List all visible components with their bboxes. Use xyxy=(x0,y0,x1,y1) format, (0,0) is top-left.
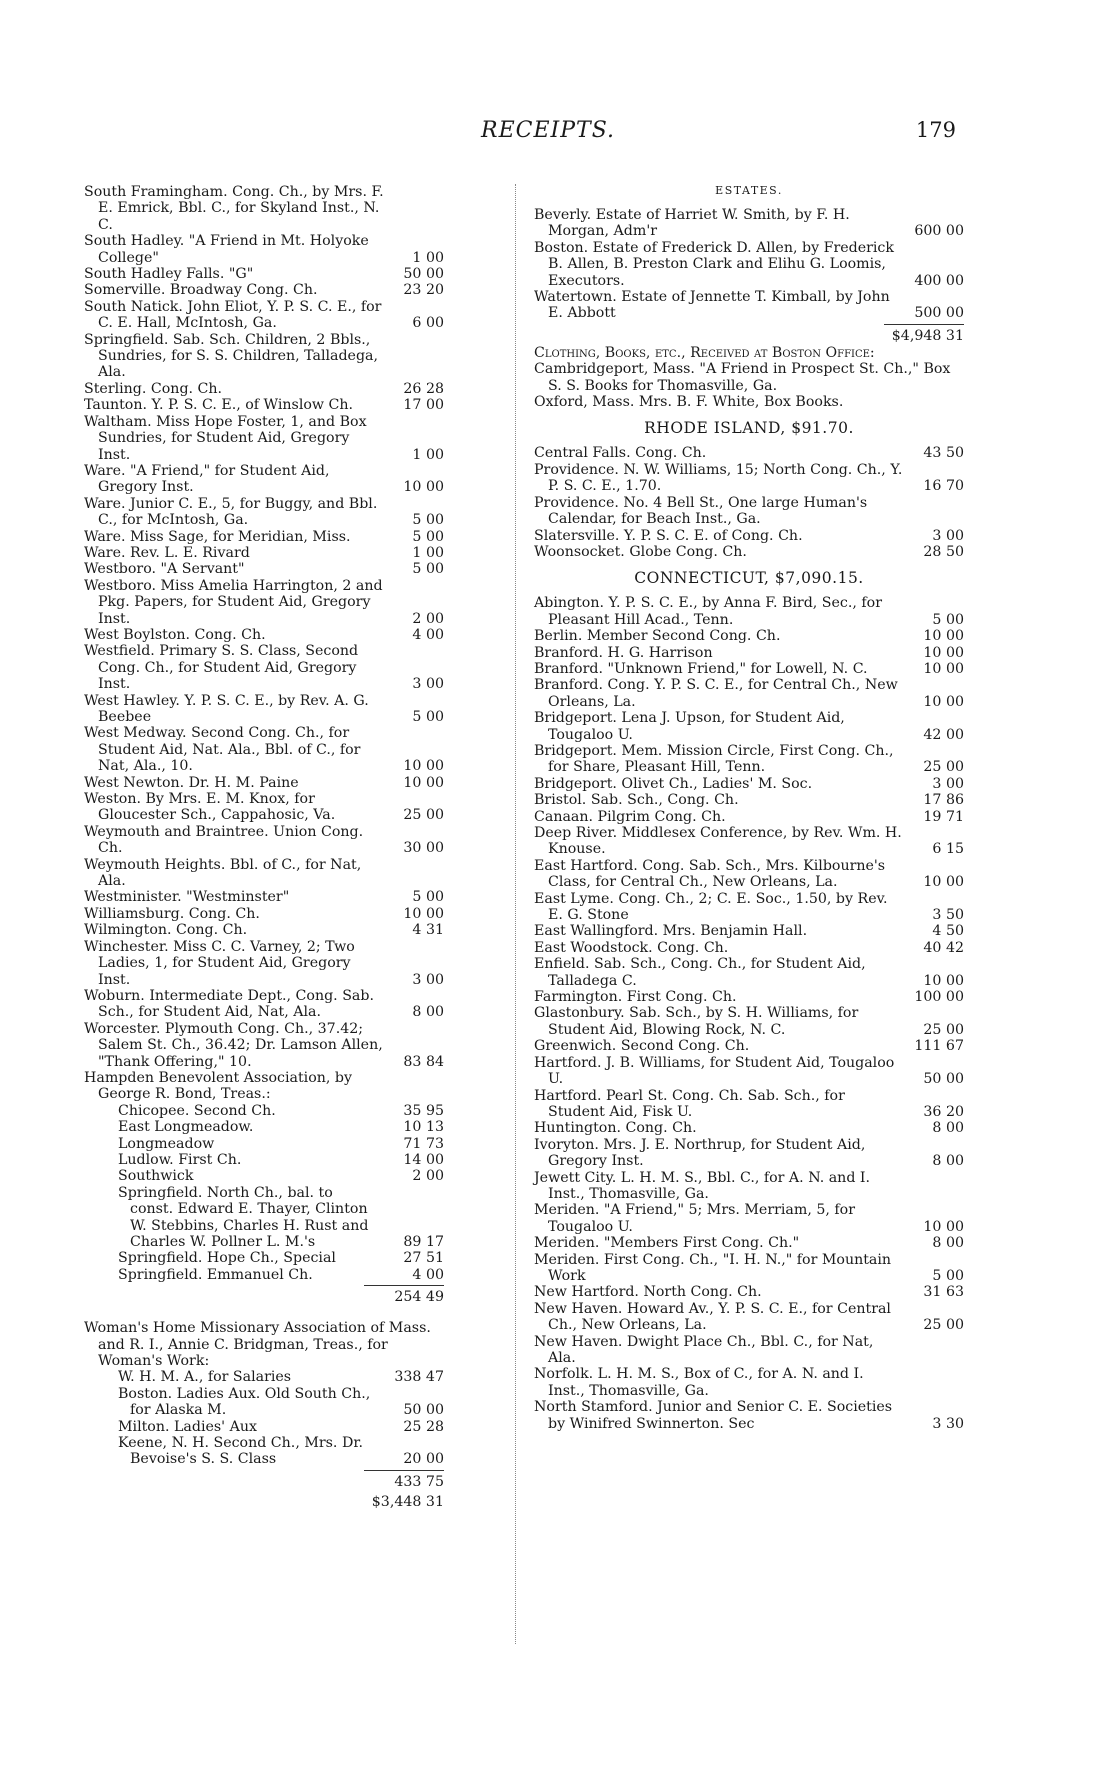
entry-amount: 10 00 xyxy=(403,905,444,922)
receipt-entry xyxy=(84,725,444,774)
entry-amount: 6 00 xyxy=(412,315,444,332)
entry-amount: 89 17 xyxy=(403,1234,444,1250)
entry-amount: 338 47 xyxy=(394,1369,444,1386)
entry-text: South Framingham. Cong. Ch., by Mrs. F. E. Emrick, Bbl. C., for Skyland Inst., N. C. xyxy=(84,184,384,233)
entry-amount: 8 00 xyxy=(932,1235,964,1252)
entry-text: New Haven. Howard Av., Y. P. S. C. E., for Central Ch., New Orleans, La. xyxy=(534,1300,891,1334)
entry-text: Weymouth and Braintree. Union Cong. Ch. xyxy=(84,823,364,857)
receipt-entry xyxy=(118,1267,444,1283)
receipt-entry xyxy=(534,989,964,1005)
entry-text: Huntington. Cong. Ch. xyxy=(534,1120,697,1137)
left-column xyxy=(84,184,444,1511)
entry-amount: 19 71 xyxy=(923,808,964,825)
entry-amount: 30 00 xyxy=(403,840,444,857)
entry-text: Boston. Ladies Aux. Old South Ch., for Alaska M. xyxy=(118,1385,371,1419)
receipt-entry xyxy=(84,889,444,905)
receipt-entry xyxy=(118,1168,444,1184)
entry-text: Abington. Y. P. S. C. E., by Anna F. Bird, Sec., for Pleasant Hill Acad., Tenn. xyxy=(534,595,882,628)
entry-amount: 1 00 xyxy=(412,544,444,561)
entry-text: Ware. Miss Sage, for Meridian, Miss. xyxy=(84,528,351,545)
column-divider xyxy=(515,184,516,1644)
receipt-entry xyxy=(84,578,444,627)
entry-amount: 3 50 xyxy=(932,907,964,924)
entry-text: Berlin. Member Second Cong. Ch. xyxy=(534,628,781,645)
estates-heading: ESTATES. xyxy=(715,184,783,197)
entry-text: New Haven. Dwight Place Ch., Bbl. C., for Nat, Ala. xyxy=(534,1333,874,1366)
entry-text: Milton. Ladies' Aux xyxy=(118,1418,257,1435)
receipt-entry xyxy=(534,1055,964,1088)
entry-text: Westboro. "A Servant" xyxy=(84,561,245,578)
entry-amount: 600 00 xyxy=(914,223,964,240)
entry-text: Norfolk. L. H. M. S., Box of C., for A. N. and I. Inst., Thomasville, Ga. xyxy=(534,1366,864,1399)
receipt-entry xyxy=(118,1250,444,1266)
receipt-entry xyxy=(534,495,964,528)
entry-text: Southwick xyxy=(118,1168,194,1185)
receipt-entry xyxy=(534,1301,964,1334)
entry-text: West Hawley. Y. P. S. C. E., by Rev. A. G. Beebee xyxy=(84,692,369,725)
entry-amount: 36 20 xyxy=(923,1103,964,1120)
estates-entries xyxy=(534,207,964,322)
entry-amount: 5 00 xyxy=(412,709,444,725)
entry-text: Providence. N. W. Williams, 15; North Cong. Ch., Y. P. S. C. E., 1.70. xyxy=(534,461,903,495)
clothing-entry: Cambridgeport, Mass. "A Friend in Prospect St. Ch.," Box S. S. Books for Thomasville, Ga. xyxy=(534,361,951,394)
receipt-entry xyxy=(118,1119,444,1135)
receipt-entry xyxy=(118,1419,444,1435)
entry-amount: 71 73 xyxy=(403,1135,444,1152)
entry-text: Meriden. "Members First Cong. Ch." xyxy=(534,1235,800,1252)
entry-amount: 8 00 xyxy=(412,1004,444,1021)
receipt-entry xyxy=(84,397,444,413)
entry-text: Deep River. Middlesex Conference, by Rev. Wm. H. Knouse. xyxy=(534,825,902,858)
receipt-entry xyxy=(84,627,444,643)
receipt-entry xyxy=(84,693,444,726)
entry-amount: 83 84 xyxy=(403,1053,444,1070)
receipt-entry xyxy=(84,233,444,266)
entry-amount: 4 00 xyxy=(412,626,444,643)
entry-text: Canaan. Pilgrim Cong. Ch. xyxy=(534,808,726,825)
receipt-entry xyxy=(534,595,964,628)
page-number: 179 xyxy=(915,118,956,142)
entry-amount: 50 00 xyxy=(403,266,444,283)
rhode-island-entries xyxy=(534,445,964,560)
receipt-entry xyxy=(84,791,444,824)
receipt-entry xyxy=(534,1366,964,1399)
receipt-entry xyxy=(534,1252,964,1285)
receipt-entry xyxy=(534,825,964,858)
entry-amount: 4 00 xyxy=(412,1266,444,1283)
spacer xyxy=(84,1306,444,1320)
receipt-entry xyxy=(118,1386,444,1419)
entry-amount: 10 00 xyxy=(923,660,964,677)
entry-amount: 25 00 xyxy=(923,759,964,776)
entry-text: Westfield. Primary S. S. Class, Second Cong. Ch., for Student Aid, Gregory Inst. xyxy=(84,643,359,693)
entry-amount: 5 00 xyxy=(932,1267,964,1284)
receipt-entry xyxy=(534,661,964,677)
receipt-entry xyxy=(534,1284,964,1300)
receipt-entry xyxy=(534,628,964,644)
entry-amount: 28 50 xyxy=(923,543,964,560)
entry-text: Woburn. Intermediate Dept., Cong. Sab. Sch., for Student Aid, Nat, Ala. xyxy=(84,987,374,1021)
entry-text: Ludlow. First Ch. xyxy=(118,1151,242,1168)
receipt-entry xyxy=(534,1399,964,1432)
entry-amount: 5 00 xyxy=(412,889,444,906)
entry-amount: 500 00 xyxy=(914,305,964,322)
receipt-entry xyxy=(84,824,444,857)
entry-text: Longmeadow xyxy=(118,1135,215,1152)
entry-text: Waltham. Miss Hope Foster, 1, and Box Sundries, for Student Aid, Gregory Inst. xyxy=(84,413,367,463)
entry-amount: 8 00 xyxy=(932,1153,964,1170)
entry-amount: 50 00 xyxy=(923,1071,964,1088)
entry-amount: 100 00 xyxy=(914,989,964,1006)
womans-sub-entries xyxy=(84,1369,444,1467)
entry-amount: 2 00 xyxy=(412,1168,444,1185)
entry-text: Jewett City. L. H. M. S., Bbl. C., for A. N. and I. Inst., Thomasville, Ga. xyxy=(534,1169,871,1202)
entry-text: Sterling. Cong. Ch. xyxy=(84,380,223,397)
receipt-entry xyxy=(534,240,964,289)
entry-text: Hartford. Pearl St. Cong. Ch. Sab. Sch., for Student Aid, Fisk U. xyxy=(534,1087,845,1120)
womans-association-heading: Woman's Home Missionary Association of Mass. and R. I., Annie C. Bridgman, Treas., for Woman's Work: xyxy=(84,1320,431,1370)
receipt-entry xyxy=(534,809,964,825)
receipt-entry xyxy=(118,1435,444,1468)
entry-text: East Hartford. Cong. Sab. Sch., Mrs. Kilbourne's Class, for Central Ch., New Orleans, La. xyxy=(534,857,886,891)
clothing-entries xyxy=(534,361,964,410)
receipt-entry xyxy=(534,792,964,808)
entry-amount: 10 00 xyxy=(923,644,964,661)
entry-text: West Boylston. Cong. Ch. xyxy=(84,626,266,643)
entry-text: Winchester. Miss C. C. Varney, 2; Two Ladies, 1, for Student Aid, Gregory Inst. xyxy=(84,938,355,988)
receipt-entry xyxy=(534,891,964,924)
entry-text: South Natick. John Eliot, Y. P. S. C. E., for C. E. Hall, McIntosh, Ga. xyxy=(84,298,382,332)
receipt-entry xyxy=(84,266,444,282)
entry-text: Meriden. "A Friend," 5; Mrs. Merriam, 5, for Tougaloo U. xyxy=(534,1202,855,1235)
entry-text: Springfield. Sab. Sch. Children, 2 Bbls., Sundries, for S. S. Children, Talladega, Ala. xyxy=(84,331,379,381)
entry-amount: 17 86 xyxy=(923,792,964,809)
receipt-entry xyxy=(84,775,444,791)
entry-amount: 5 00 xyxy=(412,512,444,529)
receipt-entry xyxy=(84,414,444,463)
entry-text: Westminister. "Westminster" xyxy=(84,889,290,906)
entry-text: Springfield. Hope Ch., Special xyxy=(118,1250,336,1267)
entry-amount: 3 00 xyxy=(412,971,444,988)
entry-amount: 1 00 xyxy=(412,446,444,463)
entry-text: Williamsburg. Cong. Ch. xyxy=(84,905,260,922)
entry-amount: 40 42 xyxy=(923,939,964,956)
receipt-entry xyxy=(534,207,964,240)
entry-text: East Lyme. Cong. Ch., 2; C. E. Soc., 1.50, by Rev. E. G. Stone xyxy=(534,890,888,924)
entry-amount: 4 31 xyxy=(412,922,444,939)
receipt-entry xyxy=(534,1005,964,1038)
entry-amount: 3 30 xyxy=(932,1415,964,1432)
receipt-entry xyxy=(534,445,964,461)
entry-text: Farmington. First Cong. Ch. xyxy=(534,989,737,1006)
entry-text: Hartford. J. B. Williams, for Student Aid, Tougaloo U. xyxy=(534,1054,895,1088)
clothing-entry: Oxford, Mass. Mrs. B. F. White, Box Books. xyxy=(534,394,844,411)
receipt-entry xyxy=(118,1103,444,1119)
entry-amount: 5 00 xyxy=(412,561,444,578)
receipt-entry xyxy=(84,561,444,577)
receipt-entry xyxy=(534,528,964,544)
entry-amount: 16 70 xyxy=(923,478,964,495)
receipt-entry xyxy=(534,776,964,792)
hampden-sub-entries xyxy=(84,1103,444,1283)
entry-amount: 25 00 xyxy=(923,1021,964,1038)
entry-amount: 3 00 xyxy=(412,676,444,693)
receipt-entry xyxy=(534,677,964,710)
entry-text: North Stamford. Junior and Senior C. E. Societies by Winifred Swinnerton. Sec xyxy=(534,1399,893,1432)
rhode-island-heading: RHODE ISLAND, $91.70. xyxy=(644,419,854,438)
receipt-entry xyxy=(84,906,444,922)
receipt-entry xyxy=(534,858,964,891)
entry-amount: 10 00 xyxy=(923,693,964,710)
entry-text: Beverly. Estate of Harriet W. Smith, by F. H. Morgan, Adm'r xyxy=(534,207,850,240)
entry-amount: 8 00 xyxy=(932,1120,964,1137)
receipt-entry xyxy=(534,289,964,322)
entry-amount: 10 13 xyxy=(403,1119,444,1136)
connecticut-entries xyxy=(534,595,964,1432)
subtotal-rule xyxy=(364,1285,444,1286)
entry-text: Hampden Benevolent Association, by George R. Bond, Treas.: xyxy=(84,1069,353,1103)
receipt-entry xyxy=(84,1070,444,1103)
receipt-entry xyxy=(84,939,444,988)
entry-text: Woonsocket. Globe Cong. Ch. xyxy=(534,543,747,560)
entry-amount: 50 00 xyxy=(403,1402,444,1419)
entry-text: South Hadley. "A Friend in Mt. Holyoke College" xyxy=(84,233,369,266)
entry-text: Springfield. North Ch., bal. to const. Edward E. Thayer, Clinton W. Stebbins, Charles H. Rust and Charles W. Pollner L. M.'s xyxy=(118,1184,369,1250)
entry-text: New Hartford. North Cong. Ch. xyxy=(534,1284,762,1301)
receipt-entry xyxy=(534,743,964,776)
entry-text: W. H. M. A., for Salaries xyxy=(118,1369,292,1386)
receipt-entry xyxy=(534,1120,964,1136)
entry-amount: 25 00 xyxy=(923,1317,964,1334)
entry-amount: 42 00 xyxy=(923,726,964,743)
receipt-entry xyxy=(534,1038,964,1054)
entry-text: Branford. H. G. Harrison xyxy=(534,644,713,661)
receipt-entry xyxy=(118,1136,444,1152)
entry-text: Branford. Cong. Y. P. S. C. E., for Central Ch., New Orleans, La. xyxy=(534,677,898,710)
entry-text: Branford. "Unknown Friend," for Lowell, N. C. xyxy=(534,660,868,677)
entry-amount: 5 00 xyxy=(932,611,964,628)
entry-amount: 27 51 xyxy=(403,1250,444,1267)
receipt-entry xyxy=(118,1185,444,1251)
entry-text: Taunton. Y. P. S. C. E., of Winslow Ch. xyxy=(84,397,354,414)
entry-text: Central Falls. Cong. Ch. xyxy=(534,445,707,462)
entry-text: Worcester. Plymouth Cong. Ch., 37.42; Salem St. Ch., 36.42; Dr. Lamson Allen, "Thank Offering," 10. xyxy=(84,1020,383,1070)
page-header xyxy=(0,118,1096,152)
entry-text: Bridgeport. Olivet Ch., Ladies' M. Soc. xyxy=(534,775,813,792)
receipt-entry xyxy=(534,710,964,743)
receipt-entry xyxy=(534,1137,964,1170)
entry-amount: 35 95 xyxy=(403,1102,444,1119)
entry-text: East Woodstock. Cong. Ch. xyxy=(534,939,729,956)
receipt-entry xyxy=(534,544,964,560)
receipt-entry xyxy=(84,299,444,332)
entry-amount: 10 00 xyxy=(403,774,444,791)
entry-amount: 400 00 xyxy=(914,272,964,289)
entry-text: East Longmeadow. xyxy=(118,1119,254,1136)
entry-amount: 3 00 xyxy=(932,775,964,792)
receipt-entry xyxy=(84,529,444,545)
entry-text: Weston. By Mrs. E. M. Knox, for Gloucester Sch., Cappahosic, Va. xyxy=(84,791,336,824)
entry-amount: 5 00 xyxy=(412,528,444,545)
entry-amount: 26 28 xyxy=(403,380,444,397)
receipt-entry xyxy=(534,1235,964,1251)
entry-amount: 31 63 xyxy=(923,1284,964,1301)
running-title: RECEIPTS. xyxy=(481,118,615,143)
estates-total: $4,948 31 xyxy=(891,327,964,344)
entry-text: Wilmington. Cong. Ch. xyxy=(84,922,248,939)
receipt-entry xyxy=(534,1170,964,1203)
entry-text: Watertown. Estate of Jennette T. Kimball, by John E. Abbott xyxy=(534,289,890,322)
receipt-entry xyxy=(84,857,444,890)
entry-amount: 17 00 xyxy=(403,397,444,414)
receipt-entry xyxy=(84,922,444,938)
receipt-entry xyxy=(84,545,444,561)
entry-text: Weymouth Heights. Bbl. of C., for Nat, Ala. xyxy=(84,856,362,890)
entry-text: West Medway. Second Cong. Ch., for Student Aid, Nat. Ala., Bbl. of C., for Nat, Ala., 10. xyxy=(84,725,361,775)
receipt-entry xyxy=(84,463,444,496)
receipt-entry xyxy=(534,1088,964,1121)
entry-text: Somerville. Broadway Cong. Ch. xyxy=(84,282,318,299)
entry-text: Westboro. Miss Amelia Harrington, 2 and Pkg. Papers, for Student Aid, Gregory Inst. xyxy=(84,577,383,627)
entry-amount: 10 00 xyxy=(403,758,444,775)
entry-amount: 10 00 xyxy=(923,874,964,891)
receipt-entry xyxy=(84,184,444,233)
receipt-entry xyxy=(84,496,444,529)
entry-amount: 3 00 xyxy=(932,527,964,544)
entry-text: Chicopee. Second Ch. xyxy=(118,1102,276,1119)
entry-amount: 43 50 xyxy=(923,445,964,462)
receipt-entry xyxy=(84,643,444,692)
entry-text: Springfield. Emmanuel Ch. xyxy=(118,1266,313,1283)
receipt-entry xyxy=(84,381,444,397)
right-column xyxy=(534,184,964,1432)
entry-amount: 10 00 xyxy=(923,1218,964,1235)
left-entries xyxy=(84,184,444,1103)
left-grand-total: $3,448 31 xyxy=(371,1493,444,1510)
entry-amount: 10 00 xyxy=(923,972,964,989)
receipt-entry xyxy=(84,282,444,298)
entry-amount: 14 00 xyxy=(403,1151,444,1168)
receipt-entry xyxy=(84,332,444,381)
entry-amount: 25 00 xyxy=(403,807,444,824)
womans-total: 433 75 xyxy=(394,1473,444,1490)
hampden-total: 254 49 xyxy=(394,1289,444,1306)
entry-text: Ware. Junior C. E., 5, for Buggy, and Bbl. C., for McIntosh, Ga. xyxy=(84,495,378,529)
entry-text: Greenwich. Second Cong. Ch. xyxy=(534,1038,750,1055)
receipt-entry xyxy=(534,462,964,495)
entry-amount: 6 15 xyxy=(932,841,964,858)
receipt-entry xyxy=(118,1369,444,1385)
receipt-entry xyxy=(84,988,444,1021)
entry-amount: 1 00 xyxy=(412,249,444,266)
entry-amount: 10 00 xyxy=(923,628,964,645)
entry-text: Bridgeport. Mem. Mission Circle, First Cong. Ch., for Share, Pleasant Hill, Tenn. xyxy=(534,742,894,776)
connecticut-heading: CONNECTICUT, $7,090.15. xyxy=(634,569,864,588)
entry-amount: 4 50 xyxy=(932,923,964,940)
receipt-entry xyxy=(534,645,964,661)
entry-amount: 20 00 xyxy=(403,1451,444,1468)
entry-text: Ware. Rev. L. E. Rivard xyxy=(84,544,250,561)
entry-amount: 25 28 xyxy=(403,1418,444,1435)
entry-amount: 111 67 xyxy=(914,1038,964,1055)
entry-text: Ware. "A Friend," for Student Aid, Gregory Inst. xyxy=(84,462,330,496)
entry-text: Boston. Estate of Frederick D. Allen, by Frederick B. Allen, B. Preston Clark and Elihu G. Loomis, Executors. xyxy=(534,239,894,289)
entry-text: Enfield. Sab. Sch., Cong. Ch., for Student Aid, Talladega C. xyxy=(534,956,866,989)
entry-text: Glastonbury. Sab. Sch., by S. H. Williams, for Student Aid, Blowing Rock, N. C. xyxy=(534,1005,859,1038)
subtotal-rule xyxy=(884,324,964,325)
entry-amount: 2 00 xyxy=(412,610,444,627)
entry-text: Slatersville. Y. P. S. C. E. of Cong. Ch. xyxy=(534,527,803,544)
receipt-entry xyxy=(534,923,964,939)
receipt-entry xyxy=(534,956,964,989)
receipt-entry xyxy=(118,1152,444,1168)
clothing-heading: Clothing, Books, etc., Received at Boston Office: xyxy=(534,344,875,361)
subtotal-rule xyxy=(364,1470,444,1471)
entry-text: West Newton. Dr. H. M. Paine xyxy=(84,774,299,791)
entry-text: Ivoryton. Mrs. J. E. Northrup, for Student Aid, Gregory Inst. xyxy=(534,1136,866,1170)
entry-text: Providence. No. 4 Bell St., One large Human's Calendar, for Beach Inst., Ga. xyxy=(534,494,868,528)
entry-amount: 10 00 xyxy=(403,479,444,496)
receipt-entry xyxy=(534,940,964,956)
entry-text: Keene, N. H. Second Ch., Mrs. Dr. Bevoise's S. S. Class xyxy=(118,1435,364,1468)
entry-text: Meriden. First Cong. Ch., "I. H. N.," for Mountain Work xyxy=(534,1251,892,1284)
entry-amount: 23 20 xyxy=(403,282,444,299)
entry-text: South Hadley Falls. "G" xyxy=(84,266,254,283)
receipt-entry xyxy=(534,1202,964,1235)
receipt-entry xyxy=(534,1334,964,1367)
receipt-entry xyxy=(84,1021,444,1070)
entry-text: Bridgeport. Lena J. Upson, for Student Aid, Tougaloo U. xyxy=(534,710,845,743)
entry-text: Bristol. Sab. Sch., Cong. Ch. xyxy=(534,792,739,809)
entry-text: East Wallingford. Mrs. Benjamin Hall. xyxy=(534,923,808,940)
